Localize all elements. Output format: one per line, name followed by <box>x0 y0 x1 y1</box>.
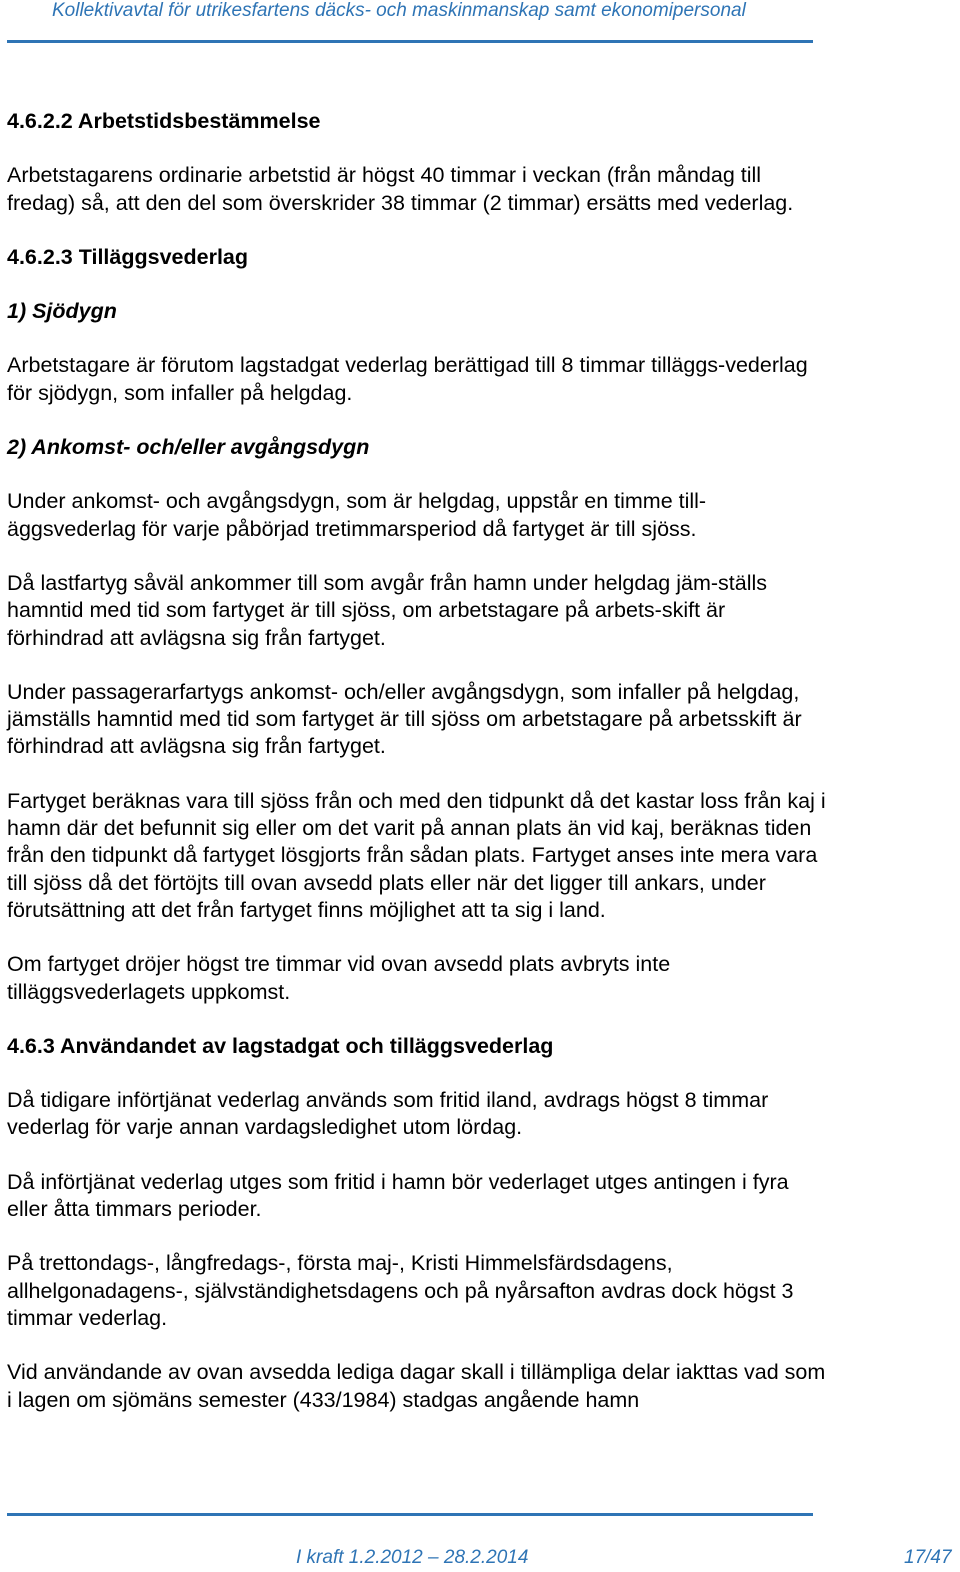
paragraph-working-hours: Arbetstagarens ordinarie arbetstid är högst 40 timmar i veckan (från måndag till fredag) så, att den del som överskrider 38 timmar (2 timmar) ersätts med vederlag. <box>7 163 794 215</box>
paragraph-passenger-ship: Under passagerarfartygs ankomst- och/eller avgångsdygn, som infaller på helgdag, jämställs hamntid med tid som fartyget är till sjöss om arbetstagare på arbetsskift är förhindrad att avlägsna sig från fartyget. <box>7 679 802 759</box>
footer-validity: I kraft 1.2.2012 – 28.2.2014 <box>296 1547 529 1568</box>
running-header: Kollektivavtal för utrikesfartens däcks- och maskinmanskap samt ekonomipersonal <box>52 0 746 21</box>
paragraph-arrival-departure: Under ankomst- och avgångsdygn, som är helgdag, uppstår en timme till-äggsvederlag för varje påbörjad tretimmarsperiod då fartyget är till sjöss. <box>7 489 707 541</box>
paragraph-vacation-law: Vid användande av ovan avsedda lediga dagar skall i tillämpliga delar iakttas vad som i lagen om sjömäns semester (433/1984) stadgas angående hamn <box>7 1360 826 1412</box>
paragraph-free-time-ashore: Då tidigare införtjänat vederlag används som fritid iland, avdrags högst 8 timmar vederlag för varje annan vardagsledighet utom lördag. <box>7 1088 769 1140</box>
subheading-sea-day: 1) Sjödygn <box>7 299 117 324</box>
section-heading-4-6-2-3: 4.6.2.3 Tilläggsvederlag <box>7 244 249 269</box>
paragraph-delay: Om fartyget dröjer högst tre timmar vid ovan avsedd plats avbryts inte tilläggsvederlagets uppkomst. <box>7 952 671 1004</box>
page-number: 17/47 <box>904 1547 952 1568</box>
paragraph-at-sea-definition: Fartyget beräknas vara till sjöss från och med den tidpunkt då det kastar loss från kaj i hamn där det befunnit sig eller om det varit på annan plats än vid kaj, beräknas tiden från den tidpunkt då fartyget lösgjorts från sådan plats. Fartyget anses inte mera vara till sjöss då det förtöjts till ovan avsedd plats eller när det ligger till ankars, under förutsättning att det från fartyget finns möjlighet att ta sig i land. <box>7 788 826 922</box>
section-heading-4-6-2-2: 4.6.2.2 Arbetstidsbestämmelse <box>7 109 321 133</box>
header-rule <box>7 40 813 43</box>
subheading-arrival-departure: 2) Ankomst- och/eller avgångsdygn <box>7 435 370 460</box>
document-body <box>7 108 827 1414</box>
paragraph-holidays: På trettondags-, långfredags-, första maj-, Kristi Himmelsfärdsdagens, allhelgonadagens-, självständighetsdagens och på nyårsafton avdras dock högst 3 timmar vederlag. <box>7 1251 794 1330</box>
section-heading-4-6-3: 4.6.3 Användandet av lagstadgat och tilläggsvederlag <box>7 1033 554 1058</box>
footer-rule <box>7 1513 813 1516</box>
paragraph-free-time-port: Då införtjänat vederlag utges som fritid i hamn bör vederlaget utges antingen i fyra eller åtta timmars perioder. <box>7 1169 789 1222</box>
paragraph-cargo-ship: Då lastfartyg såväl ankommer till som avgår från hamn under helgdag jäm-ställs hamntid med tid som fartyget är till sjöss, om arbetstagare på arbets-skift är förhindrad att avlägsna sig från fartyget. <box>7 570 767 650</box>
paragraph-sea-day: Arbetstagare är förutom lagstadgat vederlag berättigad till 8 timmar tilläggs-vederlag för sjödygn, som infaller på helgdag. <box>7 353 808 405</box>
